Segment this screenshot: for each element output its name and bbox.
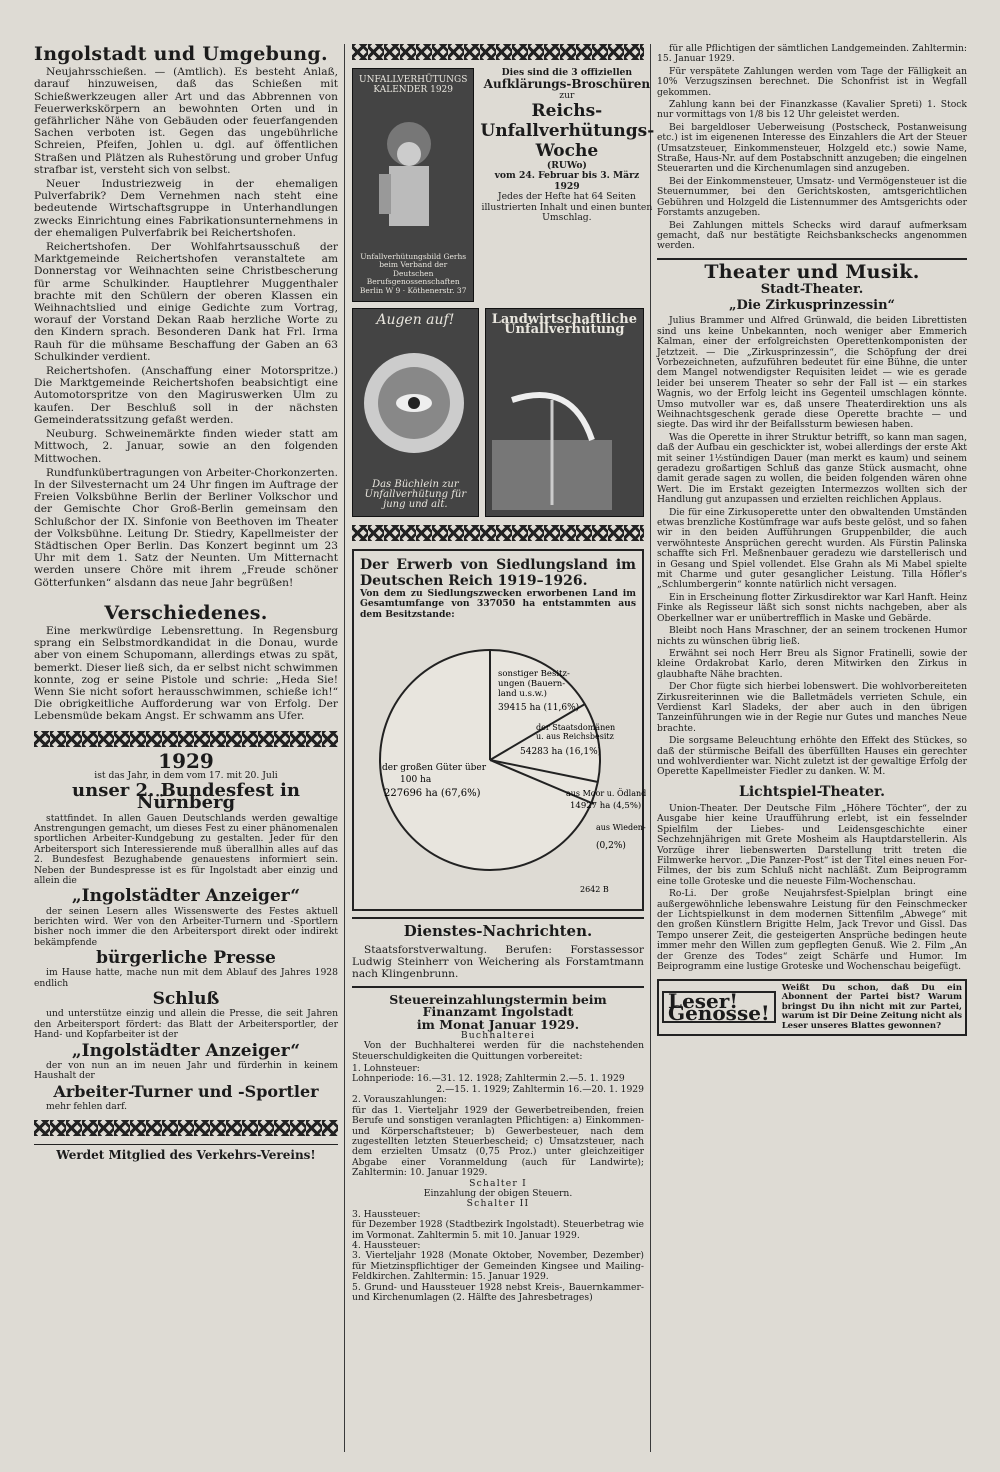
slice-value: 14927 ha (4,5%) xyxy=(570,801,642,812)
haus-text: für Dezember 1928 (Stadtbezirk Ingolstadt). Steuerbetrag wie im Vormonat. Zahltermin 5. mit 10. Januar 1929. xyxy=(352,1219,644,1241)
slice-label: ungen (Bauern- xyxy=(498,679,566,690)
ad-press: bürgerliche Presse xyxy=(96,948,276,969)
tax-paragraph: für alle Pflichtigen der sämtlichen Landgemeinden. Zahltermin: 15. Januar 1929. xyxy=(657,43,967,65)
film-paragraph: Union-Theater. Der Deutsche Film „Höhere Töchter“, der zu Ausgabe hier keine Uraufführung erlebt, ist ein fesselnder Spielfilm der Liebes- und Leidensgeschichte einer Sechzehnjährigen mit Grete Mosheim als Hauptdarstellerin. Als Vorzüge ihrer liebenswerten Darstellung tritt treten die Filmwerke hervor. „Die Panzer-Post“ ist der Titel eines neuen For-Filmes, der bis zum Schluß nicht nachläßt. Zum Beiprogramm eine tolle Groteske und die neueste Film-Wochenschau. xyxy=(657,803,967,887)
section-title-ingolstadt: Ingolstadt und Umgebung. xyxy=(34,43,328,65)
ad-text: im Hause hatte, mache nun mit dem Ablauf des Jahres 1928 endlich xyxy=(34,967,338,989)
schalter-heading: Schalter I xyxy=(469,1177,527,1189)
steuer-title: Steuereinzahlungstermin beim Finanzamt Ingolstadt xyxy=(389,992,607,1020)
poster-augen-auf xyxy=(352,308,479,517)
tax-paragraph: Zahlung kann bei der Finanzkasse (Kavalier Spreti) 1. Stock nur vormittags von 1/8 bis 12 Uhr geleistet werden. xyxy=(657,99,967,121)
brochure-line: zur xyxy=(559,89,575,101)
slice-value: 54283 ha (16,1%) xyxy=(520,747,602,758)
divider xyxy=(657,258,967,260)
voraus-text: für das 1. Vierteljahr 1929 der Gewerbetreibenden, freien Berufe und sonstigen veranlagten Pflichtigen: a) Einkommen- und Körperschaftsteuer; b) Gewerbesteuer, nach dem zugestellten letzten Steuerbescheid; c) Umsatzsteuer, nach dem erzielten Umsatz (0,75 Proz.) unter gleichzeitiger Abgabe einer Voranmeldung (auch für Landwirte); Zahltermin: 10. Januar 1929. xyxy=(352,1104,644,1179)
brochure-text xyxy=(480,68,653,302)
ad-paper-name: „Ingolstädter Anzeiger“ xyxy=(71,1040,301,1061)
lichtspiel-title: Lichtspiel-Theater. xyxy=(739,783,885,800)
brochure-ad xyxy=(352,67,655,302)
review-paragraph: Die für eine Zirkusoperette unter den obwaltenden Umständen etwas brenzliche Kostümfrage war aufs beste gelöst, und so fahen wir in den beiden Aufführungen Gruppenbilder, die auch verwöhnteste Ansprüchen gerecht wurden. Als Fürstin Palinska schaffte sich Frl. Meßnenbauer geradezu wie darstellerisch und in Gesang und Spiel vollendet. Else Grahn als Mi Mabel spielte mit Charme und guter gesanglicher Leistung. Tilla Höfler's „Schlumbergerin“ konnte natürlich nicht versagen. xyxy=(657,506,967,591)
review-paragraph: Ein in Erscheinung flotter Zirkusdirektor war Karl Hanft. Heinz Finke als Regisseur läßt sich sonst nichts nachgeben, aber als Oberkellner war er unübertrefflich in Maske und Gebärde. xyxy=(657,591,967,624)
lohn-row: Lohnperiode: 16.—31. 12. 1928; Zahltermin 2.—5. 1. 1929 xyxy=(352,1073,625,1085)
slice-label: der Staatsdomänen xyxy=(536,723,616,733)
column-left xyxy=(34,44,338,1162)
ad-text: der von nun an im neuen Jahr und fürderhin in keinem Haushalt der xyxy=(34,1059,338,1082)
poster-landwirtschaft xyxy=(485,308,644,517)
review-paragraph: Der Chor fügte sich hierbei lobenswert. Die wohlvorbereiteten Zirkusreiterinnen wie die Balletmädels verrieten Schule, ein Verdienst Karl Sladeks, der aber auch in den übrigen Tanzeinführungen wie in der Regie nur Gutes und manches Neue brachte. xyxy=(657,681,967,734)
ad-text: stattfindet. In allen Gauen Deutschlands werden gewaltige Anstrengungen gemacht, um dieses Fest zu einer phänomenalen sportlichen Arbeiter-Kundgebung zu gestalten. Jeder für den Arbeitersport sich Interessierende muß überallhin alles auf das 2. Bundesfest Bezughabende genauestens informiert sein. Neben der Bundespresse ist es für Ingolstadt aber einzig und allein die xyxy=(34,812,338,887)
haus-title: 4. Haussteuer: xyxy=(352,1239,421,1251)
slice-label: aus Moor u. Ödland xyxy=(566,789,647,799)
poster-caption: Das Büchlein zur Unfallverhütung für jung und alt. xyxy=(364,479,467,510)
ad-schluss: Schluß xyxy=(152,989,220,1010)
dienst-title: Dienstes-Nachrichten. xyxy=(403,922,593,941)
slice-value: 227696 ha (67,6%) xyxy=(384,788,481,800)
pie-chart xyxy=(360,620,647,900)
slice-label: der großen Güter über xyxy=(382,763,487,774)
leser-big: Leser! Genosse! xyxy=(662,991,776,1023)
eyes-illustration-icon xyxy=(359,348,469,458)
slice-value: 39415 ha (11,6%) xyxy=(498,703,580,714)
article-paragraph: Neuer Industriezweig in der ehemaligen Pulverfabrik? Dem Vernehmen nach steht eine bedeutende Wirtschaftsgruppe in Unterhandlungen zwecks Einrichtung eines Fabrikationsunternehmens in der ehemaligen Pulverfabrik bei Reichertshofen. xyxy=(34,178,338,239)
chart-subtitle: Von dem zu Siedlungszwecken erworbenen Land im Gesamtumfange von 337050 ha entstammten aus dem Besitzstande: xyxy=(360,588,636,620)
leser-text: Weißt Du schon, daß Du ein Abonnent der Partei bist? Warum bringst Du ihn nicht mit zur Partei, warum ist Dir Deine Zeitung nicht als Leser unseres Blattes gewonnen? xyxy=(781,982,962,1031)
chart-title: Der Erwerb von Siedlungsland im Deutschen Reich 1919–1926. xyxy=(360,557,636,589)
schalter-heading: Schalter II xyxy=(466,1198,530,1210)
article-paragraph: Reichertshofen. (Anschaffung einer Motorspritze.) Die Marktgemeinde Reichertshofen beabsichtigt eine Automotorspritze von den Magiruswerken Ulm zu kaufen. Der Beschluß soll in der nächsten Gemeinderatssitzung gefaßt werden. xyxy=(34,365,338,426)
ad-arbeiter: Arbeiter-Turner und -Sportler xyxy=(53,1081,319,1101)
steuer-month: im Monat Januar 1929. xyxy=(416,1016,580,1032)
column-rule xyxy=(344,44,345,1452)
steuer-intro: Von der Buchhalterei werden für die nachstehenden Steuerschuldigkeiten die Quittungen vorbereitet: xyxy=(352,1040,644,1062)
brochure-detail: Jedes der Hefte hat 64 Seiten illustrierten Inhalt und einen bunten Umschlag. xyxy=(481,191,653,224)
ad-text: mehr fehlen darf. xyxy=(46,1100,128,1112)
article-paragraph: Reichertshofen. Der Wohlfahrtsausschuß der Marktgemeinde Reichertshofen veranstaltete am Donnerstag vor Weihnachten seine Christbescherung für arme Schulkinder. Hauptlehrer Muggenthaler brachte mit den Schülern der oberen Klassen ein Weihnachtslied und einige Gedichte zum Vortrag, worauf der Vorstand Dekan Raab herzliche Worte zu den Kindern sprach. Besonderen Dank hat Frl. Irma Rauh für die mühsame Beschaffung der Gaben an 63 Schulkinder verdient. xyxy=(34,241,338,363)
schalter-text: Einzahlung der obigen Steuern. xyxy=(423,1187,573,1199)
brochure-line: Aufklärungs-Broschüren xyxy=(483,77,651,92)
poster-label: UNFALLVERHÜTUNGS KALENDER 1929 xyxy=(359,75,468,95)
review-paragraph: Erwähnt sei noch Herr Breu als Signor Fratinelli, sowie der kleine Ordakrobat Karlo, deren Mitwirken den Zirkus in glaubhafte Nähe brachten. xyxy=(657,647,967,680)
haus-title: 3. Haussteuer: xyxy=(352,1208,421,1220)
brochure-dates: vom 24. Februar bis 3. März 1929 xyxy=(494,170,640,192)
poster-calendar xyxy=(352,68,474,302)
poster-title: Augen auf! xyxy=(376,312,455,328)
divider xyxy=(352,986,644,988)
tax-paragraph: Bei bargeldloser Ueberweisung (Postscheck, Postanweisung etc.) ist im eigenenen Interesse des Einzahlers die Art der Steuer (Umsatzsteuer, Einkommensteuer, Holzgeld etc.) sowie Name, Straße, Haus-Nr. auf dem Postabschnitt anzugeben; die eingelnen Steuerarten und die Kirchenumlagen sind anzugeben. xyxy=(657,121,967,175)
ad-text: und unterstütze einzig und allein die Presse, die seit Jahren den Arbeitersport fördert: das Blatt der Arbeitersportler, der Hand- und Kopfarbeiter ist der xyxy=(34,1008,338,1041)
brochure-abbr: (RUWo) xyxy=(546,160,587,172)
haus-text: 5. Grund- und Haussteuer 1928 nebst Kreis-, Bauernkammer- und Kirchenumlagen (2. Hälfte des Jahresbetrages) xyxy=(352,1281,644,1303)
lohn-title: 1. Lohnsteuer: xyxy=(352,1063,420,1075)
ad-year: 1929 xyxy=(158,748,214,773)
slice-label: aus Wieden- xyxy=(596,823,646,833)
haus-text: 3. Vierteljahr 1928 (Monate Oktober, November, Dezember) für Mietzinspflichtiger der Gemeinden Kingsee und Mailing-Feldkirchen. Zahltermin: 15. Januar 1929. xyxy=(352,1250,644,1283)
tax-paragraph: Für verspätete Zahlungen werden vom Tage der Fälligkeit an 10% Verzugszinsen berechnet. Die Schonfrist ist in Wegfall gekommen. xyxy=(657,65,967,98)
ad-paper-name: „Ingolstädter Anzeiger“ xyxy=(71,886,301,907)
play-title: „Die Zirkusprinzessin“ xyxy=(728,298,896,314)
leser-ad xyxy=(657,979,967,1037)
column-right xyxy=(657,44,967,1036)
stadt-theater-title: Stadt-Theater. xyxy=(760,281,864,297)
settlement-land-chart xyxy=(352,549,647,911)
article-paragraph: Rundfunkübertragungen von Arbeiter-Chorkonzerten. In der Silvesternacht um 24 Uhr fingen im Auftrage der Freien Volksbühne Berlin der Berliner Volkschor und der Gemischte Chor Groß-Berlin gemeinsam den Schlußchor der IX. Sinfonie von Beethoven im Theater der Volksbühne. Leitung Dr. Stiedry, Kapellmeister der Städtischen Oper Berlin. Das Konzert beginnt um 23 Uhr mit dem 1. Satz der Neunten. Um Mitternacht werden unsere Chöre mit ihrem „Freude schöner Götterfunken“ alsdann das neue Jahr begrüßen! xyxy=(34,466,338,589)
ad-headline: unser 2. Bundesfest in Nürnberg xyxy=(72,780,300,814)
article-paragraph: Neuburg. Schweinemärkte finden wieder statt am Mittwoch, 2. Januar, sowie an den folgenden Mittwochen. xyxy=(34,428,338,465)
review-paragraph: Die sorgsame Beleuchtung erhöhte den Effekt des Stückes, so daß der stürmische Beifall des überfüllten Hauses ein gerechter und wohlverdienter war. Nicht zuletzt ist der gewaltige Erfolg der Operette Kapellmeister Fiedler zu danken. W. M. xyxy=(657,735,967,778)
ad-text: der seinen Lesern alles Wissenswerte des Festes aktuell berichten wird. Wer von den Arbeiter-Turnern und -Sportlern bisher noch immer die den Arbeitersport direkt oder indirekt bekämpfende xyxy=(34,905,338,948)
section-title-verschiedenes: Verschiedenes. xyxy=(104,601,268,624)
scythe-illustration-icon xyxy=(492,380,612,510)
review-paragraph: Bleibt noch Hans Mraschner, der an seinem trockenen Humor nichts zu wünschen übrig ließ. xyxy=(657,625,967,647)
brochure-covers xyxy=(352,308,644,517)
tax-paragraph: Bei Zahlungen mittels Schecks wird darauf aufmerksam gemacht, daß nur bestätigte Reichsbankschecks angenommen werden. xyxy=(657,219,967,252)
review-paragraph: Julius Brammer und Alfred Grünwald, die beiden Librettisten sind uns keine Unbekannten, noch weniger aber Emmerich Kalman, einer der erfolgreichsten Operettenkomponisten der Jetztzeit. — Die „Zirkusprinzessin“, die Schöpfung der drei Vorbezeichneten, aufzuführen bedeutet für eine Bühne, die unter dem Mangel notwendigster Requisiten leidet — wie es gerade leider bei unserem Theater so sehr der Fall ist — ein starkes Wagnis, wo der Erfolg leicht ins Gegenteil umschlagen könnte. Umso mutvoller war es, daß unsere Theaterdirektion uns als Weihnachtsgeschenk gerade diese Operette brachte — und siegte. Das wird ihr der Beifallssturm bewiesen haben. xyxy=(657,315,967,431)
dienst-text: Staatsforstverwaltung. Berufen: Forstassessor Ludwig Steinherr von Weichering als Forstamtmann nach Klingenbrunn. xyxy=(352,943,644,981)
decorative-border xyxy=(352,525,644,541)
decorative-border xyxy=(34,1120,338,1136)
slice-value: (0,2%) xyxy=(596,841,626,852)
divider xyxy=(352,917,644,919)
article-paragraph: Neujahrsschießen. — (Amtlich). Es besteht Anlaß, darauf hinzuweisen, daß das Schießen mit Schießwerkzeugen aller Art und das Abbrennen von Feuerwerkskörpern an bewohnten Orten und in gefährlicher Nähe von Gebäuden oder feuerfangenden Sachen verboten ist. Gegen das ungebührliche Schreien, Pfeifen, Johlen u. dgl. auf öffentlichen Straßen und Plätzen als Ruhestörung und grober Unfug strafbar ist, versteht sich von selbst. xyxy=(34,66,338,176)
ad-line: ist das Jahr, in dem vom 17. mit 20. Juli xyxy=(94,769,278,781)
bundesfest-ad xyxy=(34,748,338,1113)
worker-illustration-icon xyxy=(359,114,459,234)
review-paragraph: Was die Operette in ihrer Struktur betrifft, so kann man sagen, daß der Aufbau ein geschickter ist, wobei allerdings der erste Akt mit seiner 1½stündigen Dauer (man merkt es kaum) und seinem geradezu großartigen Schluß das ganze Stück ausmacht, ohne damit gerade sagen zu wollen, die beiden folgenden wären ohne Wert. Die im Erstakt gezeigten Intermezzos wollten sich der Handlung gut anzupassen und erzielten reichlichen Applaus. xyxy=(657,431,967,506)
article-paragraph: Eine merkwürdige Lebensrettung. In Regensburg sprang ein Selbstmordkandidat in die Donau, wurde aber von einem Schupomann, allerdings etwas zu spät, bemerkt. Dieser ließ sich, da er selbst nicht schwimmen konnte, zog er seine Pistole und schrie: „Heda Sie! Wenn Sie nicht sofort herausschwimmen, schieße ich!“ Die obrigkeitliche Aufforderung war von Erfolg. Der Lebensmüde bekam Angst. Er schwamm ans Ufer. xyxy=(34,624,338,723)
lohn-row: 2.—15. 1. 1929; Zahltermin 16.—20. 1. 1929 xyxy=(436,1083,644,1095)
voraus-title: 2. Vorauszahlungen: xyxy=(352,1094,447,1106)
chart-code: 2642 B xyxy=(580,885,609,895)
slice-label: u. aus Reichsbesitz xyxy=(536,732,614,742)
steuer-sub: Buchhalterei xyxy=(460,1029,536,1041)
brochure-line: Dies sind die 3 offiziellen xyxy=(501,67,633,78)
decorative-border xyxy=(352,44,644,60)
film-paragraph: Ro-Li. Der große Neujahrsfest-Spielplan bringt eine außergewöhnliche lebenswahre Leistung für den Feinschmecker der Lichtspielkunst in dem modernen Sittenfilm „Abwege“ mit den großen Künstlern Brigitte Helm, Jack Trevor und Gissl. Das Tempo unserer Zeit, die gesteigerten Ansprüche bedingen heute immer mehr den Willen zum gepflegten Genuß. Wie 2. Film „An der Grenze des Todes“ zeigt Schärfe und Humor. Im Beiprogramm eine lustige Groteske und Wochenschau beigefügt. xyxy=(657,888,967,973)
poster-title: Landwirtschaftliche Unfallverhütung xyxy=(491,312,637,337)
brochure-title: Reichs-Unfallverhütungs-Woche xyxy=(480,101,655,162)
footer-ad: Werdet Mitglied des Verkehrs-Vereins! xyxy=(34,1144,338,1161)
slice-label: land u.s.w.) xyxy=(498,689,547,700)
slice-label: sonstiger Besitz- xyxy=(498,669,570,680)
poster-caption: Unfallverhütungsbild Gerhs beim Verband der Deutschen Berufsgenossenschaften Berlin W 9 · Köthenerstr. 37 xyxy=(359,251,467,295)
tax-paragraph: Bei der Einkommensteuer, Umsatz- und Vermögensteuer ist die Steuernummer, bei den Gerichtskosten, amtsgerichtlichen Gebühren und Holzgeld die Listennummer des Amtsgerichts oder Forstamts anzugeben. xyxy=(657,175,967,219)
decorative-border xyxy=(34,731,338,747)
column-middle xyxy=(352,44,655,1303)
slice-label: 100 ha xyxy=(400,775,432,786)
theater-title: Theater und Musik. xyxy=(704,260,920,283)
